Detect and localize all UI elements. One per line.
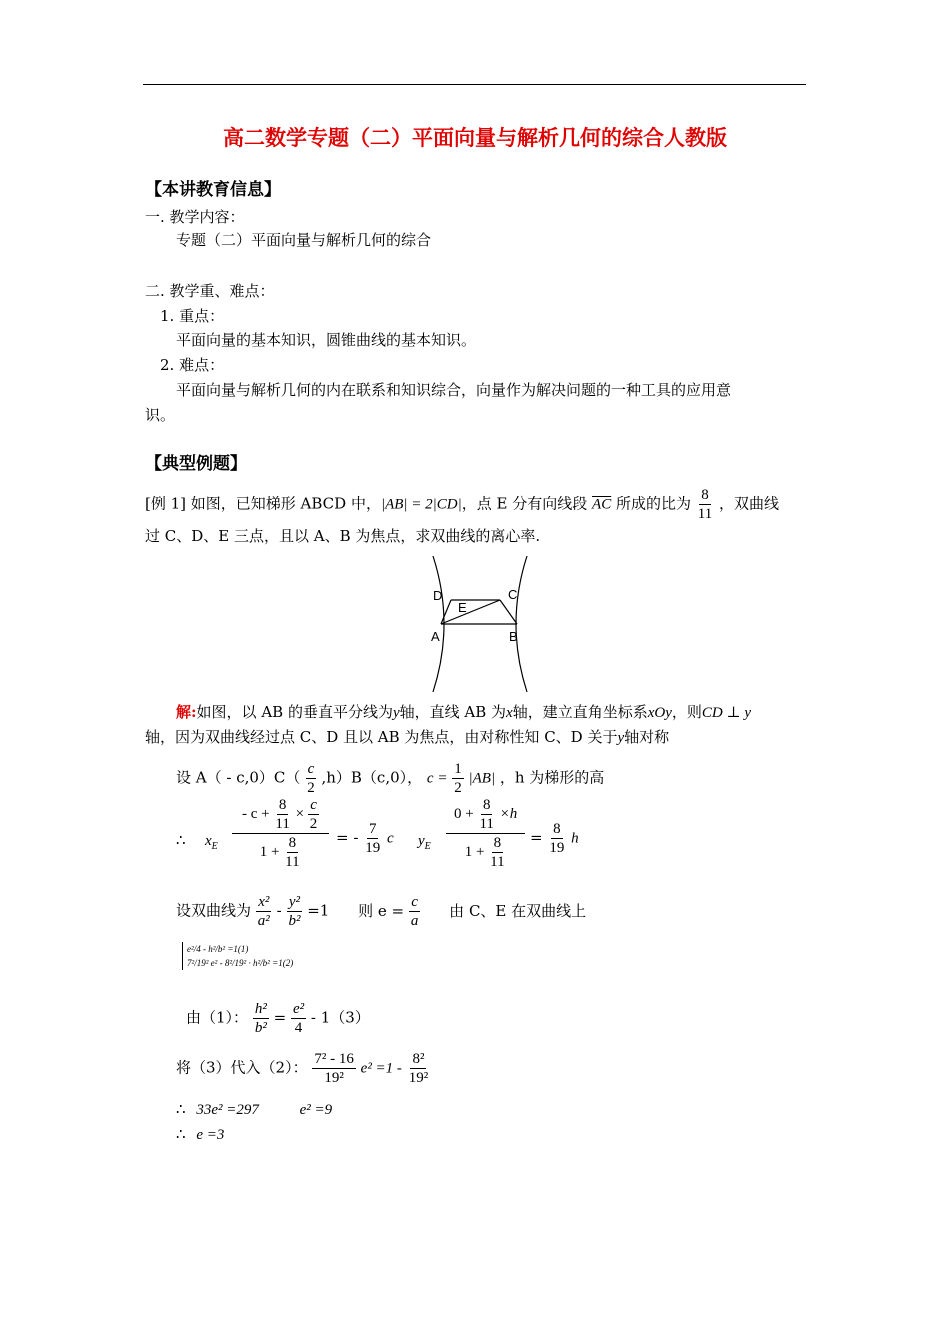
section-heading-examples: 【典型例题】 — [145, 454, 247, 474]
result-line1: ∴ 33e² =297 e² =9 — [176, 1100, 333, 1118]
label-B: B — [509, 629, 518, 644]
example1-line1: [例 1] 如图，已知梯形 ABCD 中，|AB| = 2|CD|，点 E 分有向线段 $\overline{AC}$ 所成的比为 $\frac{8}{11}$ ，双曲线 — [145, 487, 780, 522]
item1-label: 一. 教学内容： — [145, 208, 245, 226]
therefore-1: ∴ — [176, 831, 186, 849]
ye-fraction: 0 + $\frac{8}{11}$ ×h 1 + $\frac{8}{11}$ — [446, 796, 525, 871]
sub2-text-1: 平面向量与解析几何的内在联系和知识综合，向量作为解决问题的一种工具的应用意 — [176, 381, 732, 399]
top-rule — [143, 84, 806, 85]
result-line2: ∴ e =3 — [176, 1125, 225, 1143]
label-C: C — [508, 587, 518, 602]
example1-line2: 过 C、D、E 三点，且以 A、B 为焦点，求双曲线的离心率. — [145, 527, 541, 545]
label-E: E — [458, 600, 467, 615]
sub2-label: 2. 难点： — [160, 356, 225, 374]
sub2-text-2: 识。 — [145, 406, 176, 424]
solution-line1: 解:如图，以 AB 的垂直平分线为y轴，直线 AB 为x轴，建立直角坐标系xOy，则CD ⊥ y — [176, 703, 751, 721]
sub1-label: 1. 重点： — [160, 307, 225, 325]
label-D: D — [433, 588, 443, 603]
xe-fraction: - c + $\frac{8}{11}$ × $\frac{c}{2}$ 1 + $\frac{8}{11}$ — [232, 796, 329, 871]
substitute-line: 将（3）代入（2）： $\frac{\text{7² - 16}}{\text{19²}}$ e² =1 - $\frac{\text{8²}}{\text{19²}}$ — [176, 1051, 429, 1086]
equation-system: e²/4 - h²/b² =1(1) 7²/19² e² - 8²/19² · h²/b² =1(2) — [182, 942, 293, 970]
from-eq1: 由（1）： $\frac{\text{h²}}{\text{b²}}$ = $\frac{\text{e²}}{4}$ - 1（3） — [186, 1001, 370, 1036]
trapezoid-hyperbola-figure — [425, 554, 535, 694]
setup-line: 设 A（ - c,0）C（ $\frac{c}{2}$ ,h）B（c,0）， c = $\frac{1}{2}$ |AB| ，h 为梯形的高 — [176, 761, 605, 796]
label-A: A — [431, 629, 440, 644]
item1-text: 专题（二）平面向量与解析几何的综合 — [176, 231, 432, 249]
sub1-text: 平面向量的基本知识，圆锥曲线的基本知识。 — [176, 331, 477, 349]
item2-label: 二. 教学重、难点： — [145, 282, 275, 300]
hyperbola-line: 设双曲线为 $\frac{\text{x²}}{\text{a²}}$ - $\frac{\text{y²}}{\text{b²}}$ =1 则 e = $\frac{c}{a}$ 由 C、E 在双曲线上 — [176, 894, 587, 929]
ye-label: $y_E$ — [418, 833, 431, 852]
xe-result: = - $\frac{7}{19}$ c — [336, 821, 394, 856]
page-title: 高二数学专题（二）平面向量与解析几何的综合人教版 — [223, 126, 727, 150]
solution-line2: 轴，因为双曲线经过点 C、D 且以 AB 为焦点，由对称性知 C、D 关于y轴对称 — [145, 728, 670, 746]
section-heading-info: 【本讲教育信息】 — [145, 180, 281, 200]
xe-label: $x_E$ — [205, 833, 218, 852]
ye-result: = $\frac{8}{19}$ h — [530, 821, 579, 856]
